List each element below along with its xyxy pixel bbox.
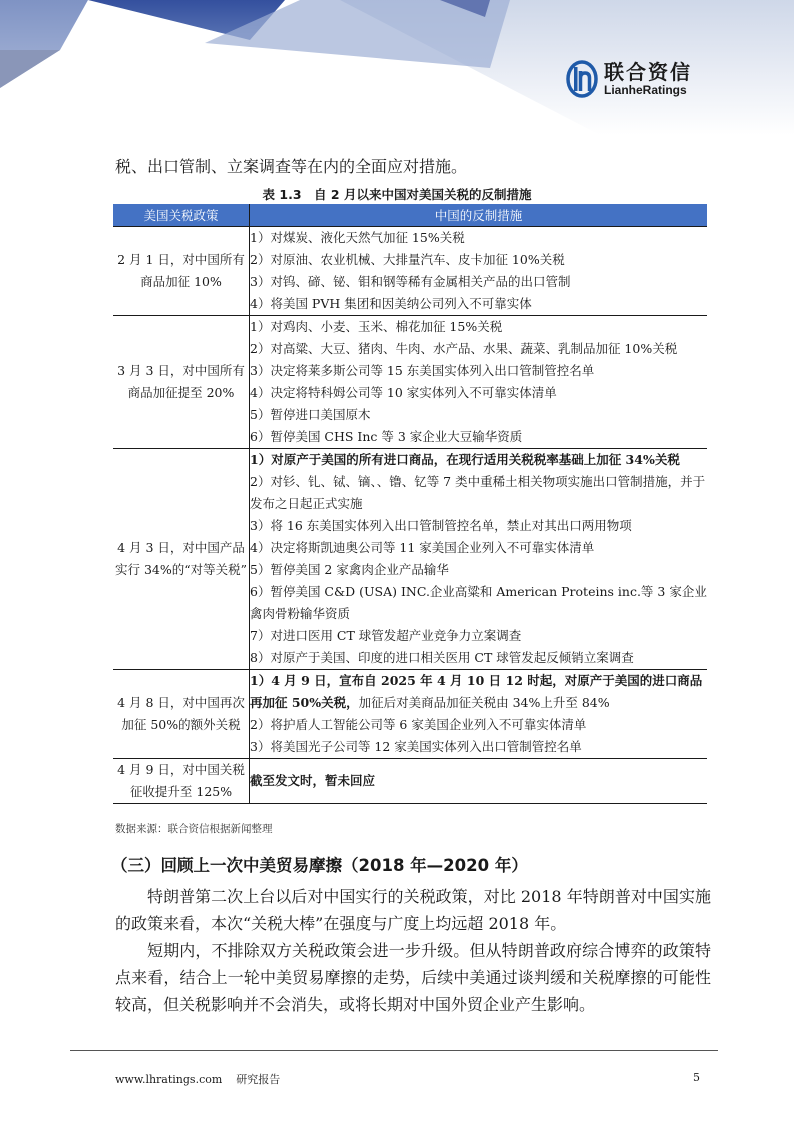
column-header-china-measures: 中国的反制措施 <box>250 204 708 227</box>
measure-item: 3）决定将莱多斯公司等 15 东美国实体列入出口管制管控名单 <box>250 363 595 378</box>
measure-item: 4）决定将斯凯迪奥公司等 11 家美国企业列入不可靠实体清单 <box>250 540 595 555</box>
body-paragraph: 短期内，不排除双方关税政策会进一步升级。但从特朗普政府综合博弈的政策特点来看，结合上一轮中美贸易摩擦的走势，后续中美通过谈判缓和关税摩擦的可能性较高，但关税影响并不会消失，或将长期对中国外贸企业产生影响。 <box>115 941 711 1014</box>
measure-item <box>250 670 707 714</box>
measure-item: 2）对高粱、大豆、猪肉、牛肉、水产品、水果、蔬菜、乳制品加征 10%关税 <box>250 341 678 356</box>
measure-item: 8）对原产于美国、印度的进口相关医用 CT 球管发起反倾销立案调查 <box>250 650 634 665</box>
measure-item: 1）对原产于美国的所有进口商品，在现行适用关税税率基础上加征 34%关税 <box>250 452 680 467</box>
footer-left <box>115 1071 280 1087</box>
measure-item: 7）对进口医用 CT 球管发超产业竞争力立案调查 <box>250 628 522 643</box>
countermeasures-table <box>113 204 707 804</box>
measure-item: 5）暂停进口美国原木 <box>250 407 371 422</box>
company-logo <box>566 60 692 98</box>
footer-doc-type: 研究报告 <box>236 1073 281 1086</box>
measure-item: 截至发文时，暂未回应 <box>250 773 376 788</box>
us-policy-cell: 4 月 3 日，对中国产品实行 34%的“对等关税” <box>113 449 250 670</box>
data-source-note: 数据来源：联合资信根据新闻整理 <box>115 823 273 835</box>
us-policy-cell: 2 月 1 日，对中国所有商品加征 10% <box>113 227 250 316</box>
body-paragraph: 特朗普第二次上台以后对中国实行的关税政策，对比 2018 年特朗普对中国实施的政策来看，本次“关税大棒”在强度与广度上均远超 2018 年。 <box>115 887 711 933</box>
logo-name-cn: 联合资信 <box>604 60 692 84</box>
lianhe-logo-icon <box>566 60 598 98</box>
measure-item: 4）将美国 PVH 集团和因美纳公司列入不可靠实体 <box>250 296 532 311</box>
measure-item: 1）对煤炭、液化天然气加征 15%关税 <box>250 230 465 245</box>
measure-item: 2）对原油、农业机械、大排量汽车、皮卡加征 10%关税 <box>250 252 565 267</box>
china-measures-cell <box>250 227 708 316</box>
measure-item: 2）对钐、钆、铽、镝、、镥、钇等 7 类中重稀土相关物项实施出口管制措施，并于发布之日起正式实施 <box>250 474 706 511</box>
table-header-row <box>113 204 707 227</box>
us-policy-cell: 4 月 9 日，对中国关税征收提升至 125% <box>113 759 250 804</box>
measure-item: 6）暂停美国 C&D (USA) INC.企业高粱和 American Proteins inc.等 3 家企业禽肉骨粉输华资质 <box>250 584 707 621</box>
logo-name-en: LianheRatings <box>604 83 687 97</box>
table-caption: 表 1.3 自 2 月以来中国对美国关税的反制措施 <box>262 187 532 202</box>
china-measures-cell <box>250 449 708 670</box>
section-heading: （三）回顾上一次中美贸易摩擦（2018 年—2020 年） <box>111 856 528 875</box>
measure-item: 3）将美国光子公司等 12 家美国实体列入出口管制管控名单 <box>250 739 582 754</box>
china-measures-cell <box>250 670 708 759</box>
measure-item: 6）暂停美国 CHS Inc 等 3 家企业大豆输华资质 <box>250 429 523 444</box>
measure-item-normal: 加征后对美商品加征关税由 34%上升至 84% <box>358 695 610 710</box>
measure-item: 5）暂停美国 2 家禽肉企业产品输华 <box>250 562 449 577</box>
table-row <box>113 449 707 670</box>
measure-item: 2）将护盾人工智能公司等 6 家美国企业列入不可靠实体清单 <box>250 717 587 732</box>
table-row <box>113 759 707 804</box>
footer-website-link[interactable]: www.lhratings.com <box>115 1073 223 1086</box>
table-row <box>113 316 707 449</box>
us-policy-cell: 4 月 8 日，对中国再次加征 50%的额外关税 <box>113 670 250 759</box>
page-number: 5 <box>693 1071 700 1084</box>
measure-item: 3）将 16 东美国实体列入出口管制管控名单，禁止对其出口两用物项 <box>250 518 632 533</box>
measure-item: 1）对鸡肉、小麦、玉米、棉花加征 15%关税 <box>250 319 503 334</box>
table-row <box>113 227 707 316</box>
footer-divider <box>70 1050 718 1051</box>
table-row <box>113 670 707 759</box>
measure-item-bold: 1）4 月 9 日，宣布自 2025 年 4 月 10 日 12 时起，对原产于美国的进口商品再加征 50%关税， <box>250 673 703 710</box>
china-measures-cell <box>250 316 708 449</box>
measure-item: 3）对钨、碲、铋、钼和钢等稀有金属相关产品的出口管制 <box>250 274 571 289</box>
china-measures-cell <box>250 759 708 804</box>
measure-item: 4）决定将特科姆公司等 10 家实体列入不可靠实体清单 <box>250 385 557 400</box>
column-header-us-policy: 美国关税政策 <box>113 204 250 227</box>
us-policy-cell: 3 月 3 日，对中国所有商品加征提至 20% <box>113 316 250 449</box>
intro-text: 税、出口管制、立案调查等在内的全面应对措施。 <box>115 157 468 176</box>
